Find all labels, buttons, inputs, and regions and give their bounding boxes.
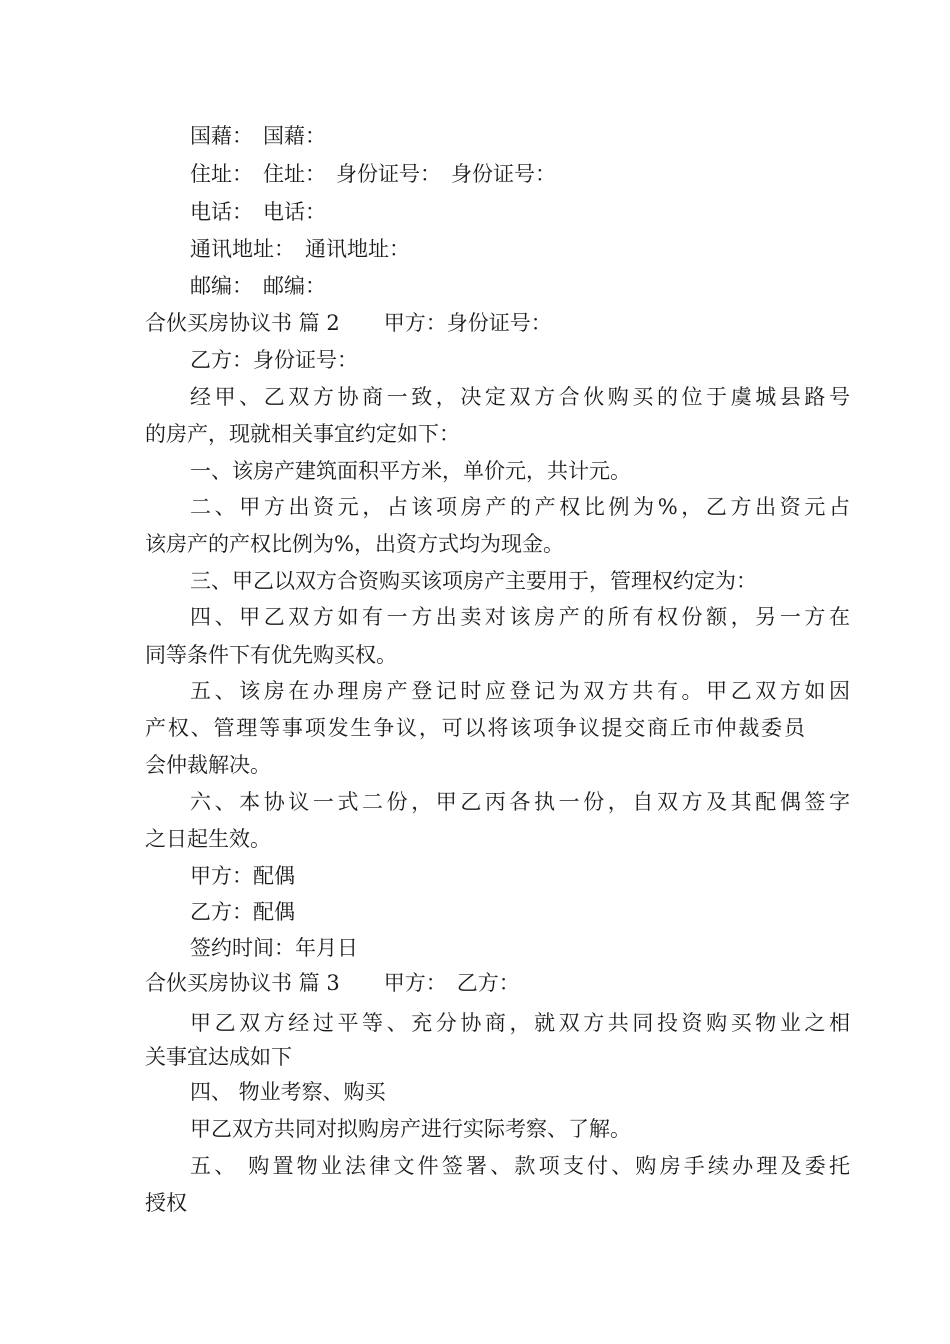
party-b-id-label: 身份证号：	[451, 162, 556, 186]
party-a-signature-line: 甲方：配偶	[190, 864, 295, 888]
signing-date-line: 签约时间：年月日	[190, 936, 358, 960]
paragraph-intro-line-2: 的房产，现就相关事宜约定如下：	[145, 422, 460, 446]
party-a-phone-label: 电话：	[190, 200, 253, 224]
mailing-address-line	[190, 234, 410, 264]
section-3-intro-line-1: 甲乙双方经过平等、充分协商，就双方共同投资购买物业之相	[190, 1011, 850, 1035]
party-b-id-line: 乙方：身份证号：	[190, 348, 358, 372]
party-a-label: 甲方：	[383, 971, 447, 995]
party-b-postcode-label: 邮编：	[263, 274, 326, 298]
party-a-mailing-label: 通讯地址：	[190, 237, 295, 261]
clause-1: 一、该房产建筑面积平方米，单价元，共计元。	[190, 459, 631, 483]
item-5-line-2: 授权	[145, 1191, 187, 1215]
clause-2-line-1: 二、甲方出资元，占该项房产的产权比例为%，乙方出资元占	[190, 495, 850, 519]
address-id-line	[190, 159, 556, 189]
item-4-text: 甲乙双方共同对拟购房产进行实际考察、了解。	[190, 1117, 631, 1141]
phone-line	[190, 197, 326, 227]
section-3-heading-line	[145, 968, 520, 998]
party-b-mailing-label: 通讯地址：	[305, 237, 410, 261]
party-b-nationality-label: 国藉：	[263, 124, 326, 148]
paragraph-intro-line-1: 经甲、乙双方协商一致，决定双方合伙购买的位于虞城县路号	[190, 385, 850, 409]
section-3-intro-line-2: 关事宜达成如下	[145, 1045, 292, 1069]
item-4-heading: 四、 物业考察、购买	[190, 1080, 386, 1104]
clause-4-line-1: 四、甲乙双方如有一方出卖对该房产的所有权份额，另一方在	[190, 605, 850, 629]
section-2-heading-line	[145, 308, 552, 338]
party-b-address-label: 住址：	[263, 162, 326, 186]
party-b-signature-line: 乙方：配偶	[190, 900, 295, 924]
clause-4-line-2: 同等条件下有优先购买权。	[145, 643, 397, 667]
party-a-id-label: 身份证号：	[336, 162, 441, 186]
party-b-phone-label: 电话：	[263, 200, 326, 224]
clause-6-line-2: 之日起生效。	[145, 827, 271, 851]
clause-6-line-1: 六、本协议一式二份，甲乙丙各执一份，自双方及其配偶签字	[190, 790, 850, 814]
party-a-address-label: 住址：	[190, 162, 253, 186]
clause-2-line-2: 该房产的产权比例为%，出资方式均为现金。	[145, 532, 564, 556]
party-a-postcode-label: 邮编：	[190, 274, 253, 298]
section-3-title: 合伙买房协议书 篇 3	[145, 971, 340, 995]
party-b-label: 乙方：	[456, 971, 520, 995]
party-a-nationality-label: 国藉：	[190, 124, 253, 148]
item-5-line-1: 五、 购置物业法律文件签署、款项支付、购房手续办理及委托	[190, 1154, 850, 1178]
clause-3: 三、甲乙以双方合资购买该项房产主要用于，管理权约定为：	[190, 569, 757, 593]
postcode-line	[190, 271, 326, 301]
nationality-line	[190, 121, 326, 151]
section-2-title: 合伙买房协议书 篇 2	[145, 311, 340, 335]
clause-5-line-1: 五、该房在办理房产登记时应登记为双方共有。甲乙双方如因	[190, 679, 850, 703]
party-a-id-field: 甲方：身份证号：	[383, 311, 552, 335]
clause-5-line-3: 会仲裁解决。	[145, 753, 271, 777]
clause-5-line-2: 产权、管理等事项发生争议，可以将该项争议提交商丘市仲裁委员	[145, 716, 805, 740]
